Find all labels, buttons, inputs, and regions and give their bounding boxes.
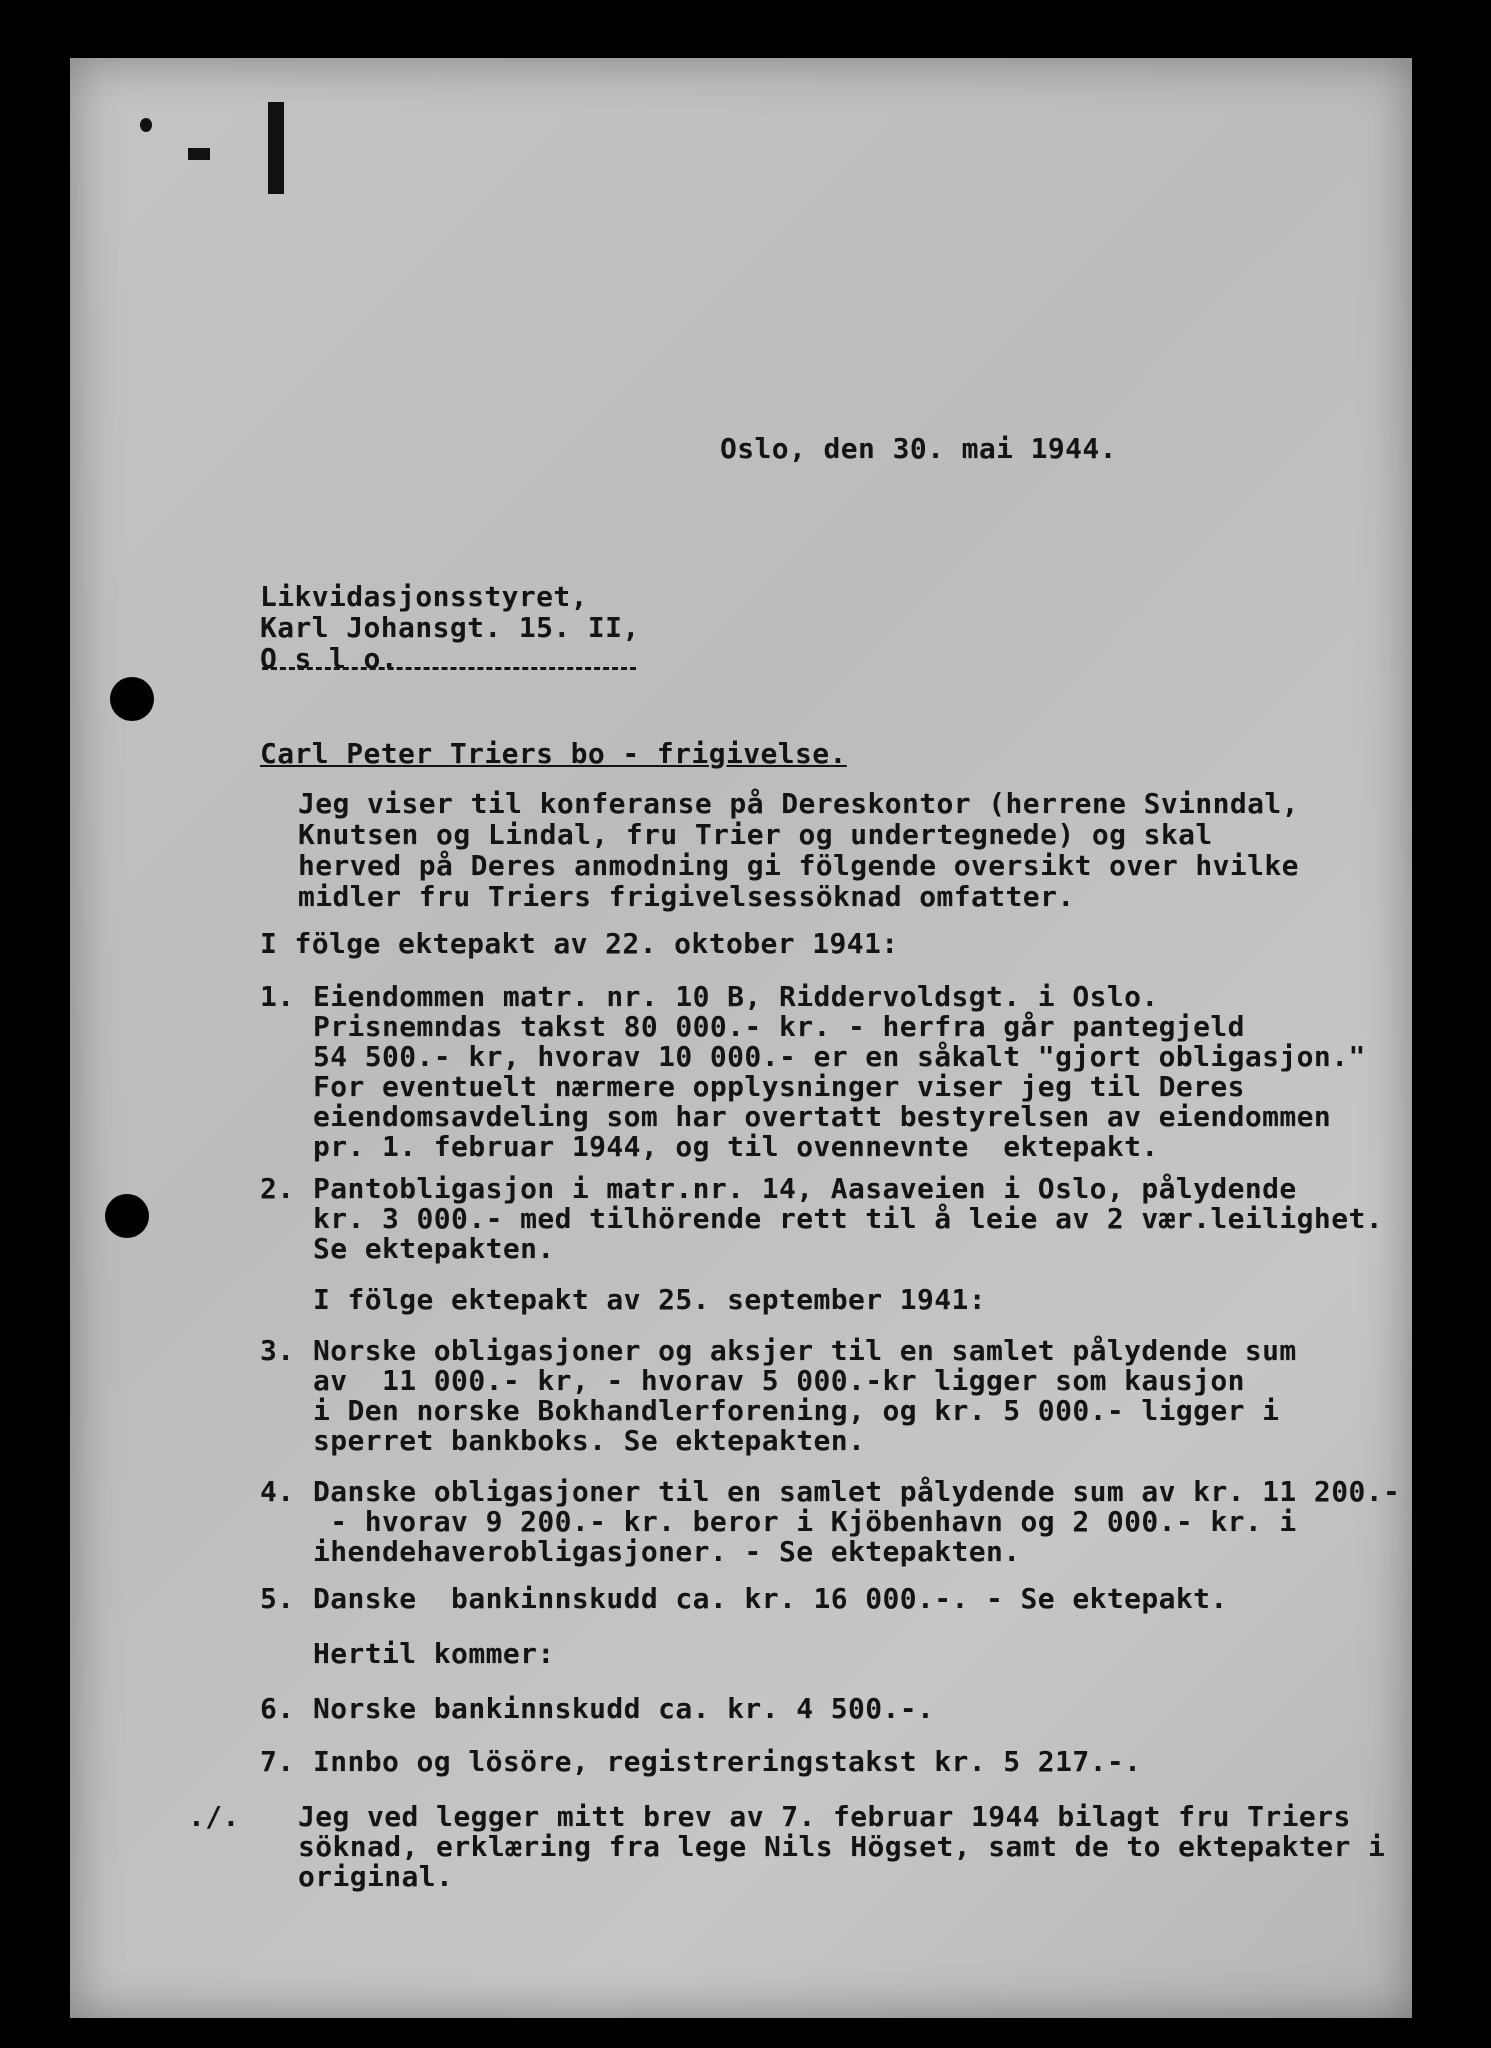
enclosure-line: söknad, erklæring fra lege Nils Högset, samt de to ektepakter i — [298, 1830, 1386, 1863]
addressee-city: O s l o. — [260, 642, 399, 675]
ink-mark-bar — [268, 102, 284, 194]
item-line: i Den norske Bokhandlerforening, og kr. 5 000.- ligger i — [313, 1394, 1280, 1427]
section-heading: I fölge ektepakt av 25. september 1941: — [313, 1283, 987, 1316]
punch-hole-top — [110, 677, 154, 721]
enclosure-mark: ./. — [188, 1800, 240, 1833]
item-line: pr. 1. februar 1944, og til ovennevnte ektepakt. — [313, 1130, 1159, 1163]
item-line: eiendomsavdeling som har overtatt bestyrelsen av eiendommen — [313, 1100, 1332, 1133]
addressee-street: Karl Johansgt. 15. II, — [260, 611, 640, 644]
item-line: av 11 000.- kr, - hvorav 5 000.-kr ligger som kausjon — [313, 1364, 1245, 1397]
section-heading: I fölge ektepakt av 22. oktober 1941: — [260, 927, 899, 960]
letter-date: Oslo, den 30. mai 1944. — [720, 432, 1117, 465]
item-number: 6. — [260, 1692, 295, 1725]
item-line: kr. 3 000.- med tilhörende rett til å leie av 2 vær.leilighet. — [313, 1202, 1383, 1235]
item-line: Innbo og lösöre, registreringstakst kr. 5 217.-. — [313, 1745, 1142, 1778]
intro-line: Jeg viser til konferanse på Dereskontor (herrene Svinndal, — [298, 787, 1299, 820]
item-line: sperret bankboks. Se ektepakten. — [313, 1424, 866, 1457]
ink-mark-dash — [188, 148, 210, 160]
item-line: Danske obligasjoner til en samlet pålydende sum av kr. 11 200.- — [313, 1475, 1401, 1508]
item-line: ihendehaverobligasjoner. - Se ektepakten. — [313, 1535, 1021, 1568]
letter-subject: Carl Peter Triers bo - frigivelse. — [260, 737, 847, 770]
ink-mark-dot — [140, 118, 152, 132]
item-number: 3. — [260, 1334, 295, 1367]
item-line: Norske bankinnskudd ca. kr. 4 500.-. — [313, 1692, 935, 1725]
item-number: 1. — [260, 980, 295, 1013]
item-line: Danske bankinnskudd ca. kr. 16 000.-. - Se ektepakt. — [313, 1582, 1228, 1615]
item-line: Se ektepakten. — [313, 1232, 555, 1265]
item-line: - hvorav 9 200.- kr. beror i Kjöbenhavn og 2 000.- kr. i — [313, 1505, 1297, 1538]
item-line: Pantobligasjon i matr.nr. 14, Aasaveien i Oslo, pålydende — [313, 1172, 1297, 1205]
item-line: Norske obligasjoner og aksjer til en samlet pålydende sum — [313, 1334, 1297, 1367]
intro-line: Knutsen og Lindal, fru Trier og undertegnede) og skal — [298, 818, 1213, 851]
item-number: 4. — [260, 1475, 295, 1508]
section-heading: Hertil kommer: — [313, 1637, 555, 1670]
item-number: 5. — [260, 1582, 295, 1615]
item-number: 7. — [260, 1745, 295, 1778]
enclosure-line: original. — [298, 1860, 454, 1893]
addressee-name: Likvidasjonsstyret, — [260, 580, 588, 613]
punch-hole-bottom — [105, 1194, 149, 1238]
item-line: 54 500.- kr, hvorav 10 000.- er en såkalt "gjort obligasjon." — [313, 1040, 1366, 1073]
item-line: Eiendommen matr. nr. 10 B, Riddervoldsgt. i Oslo. — [313, 980, 1159, 1013]
item-line: For eventuelt nærmere opplysninger viser jeg til Deres — [313, 1070, 1245, 1103]
item-number: 2. — [260, 1172, 295, 1205]
item-line: Prisnemndas takst 80 000.- kr. - herfra går pantegjeld — [313, 1010, 1245, 1043]
intro-line: herved på Deres anmodning gi fölgende oversikt over hvilke — [298, 849, 1299, 882]
addressee-divider — [262, 667, 636, 670]
intro-line: midler fru Triers frigivelsessöknad omfatter. — [298, 880, 1075, 913]
enclosure-line: Jeg ved legger mitt brev av 7. februar 1944 bilagt fru Triers — [298, 1800, 1351, 1833]
